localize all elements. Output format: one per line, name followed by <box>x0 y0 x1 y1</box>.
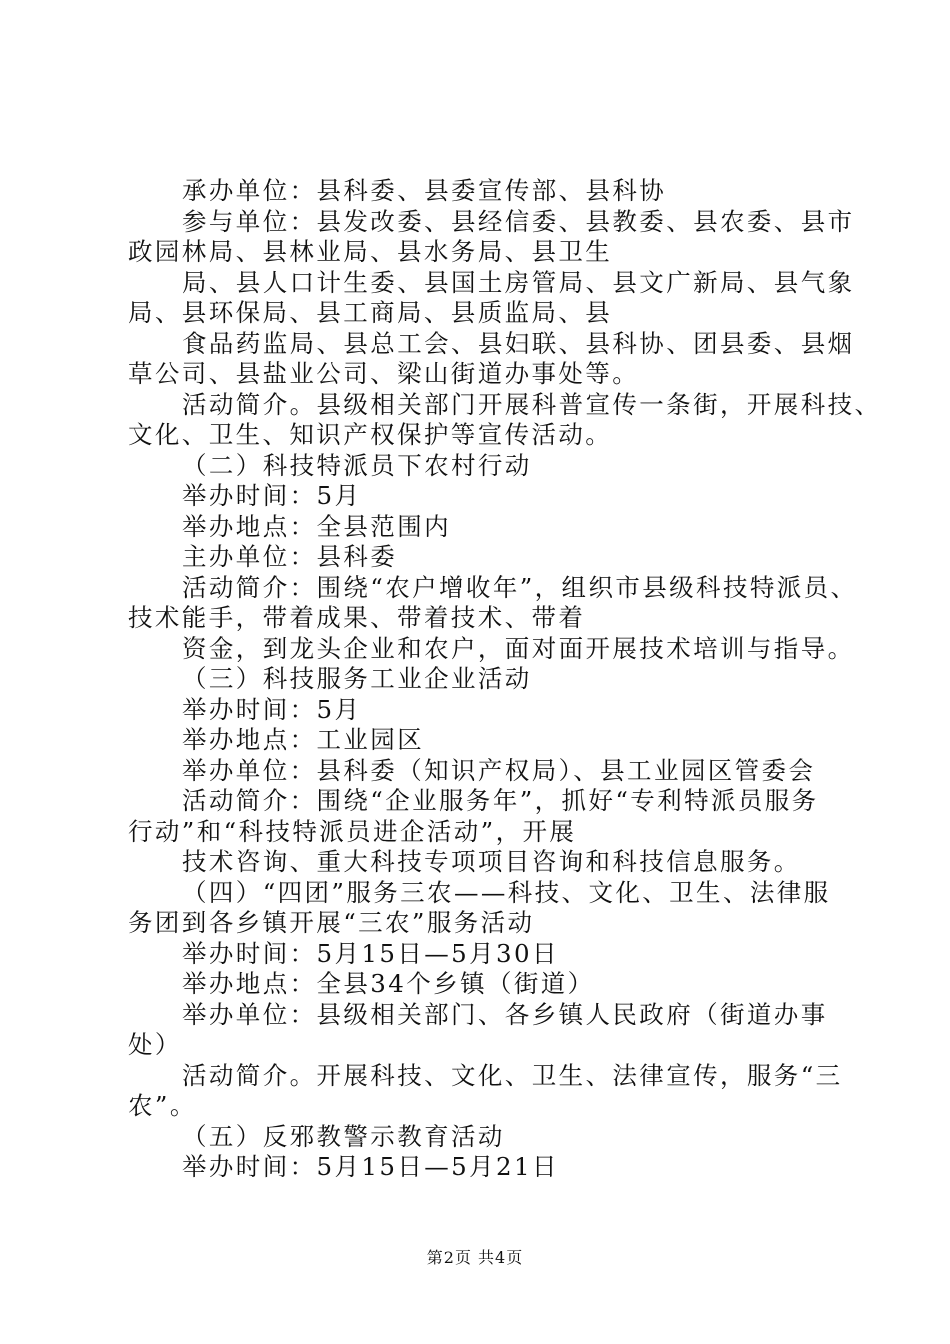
text-line: 举办时间：5月15日—5月30日 <box>182 938 559 968</box>
text-line: （四）“四团”服务三农——科技、文化、卫生、法律服 <box>182 877 831 907</box>
text-line: （二）科技特派员下农村行动 <box>182 450 532 480</box>
text-line: 承办单位：县科委、县委宣传部、县科协 <box>182 176 667 205</box>
text-line: 农”。 <box>128 1091 197 1120</box>
text-line: 务团到各乡镇开展“三农”服务活动 <box>128 908 535 937</box>
document-body <box>128 176 882 1183</box>
text-line: 举办单位：县级相关部门、各乡镇人民政府（街道办事 <box>182 999 828 1029</box>
text-line: 举办时间：5月 <box>182 481 362 510</box>
page-footer: 第2页 共4页 <box>426 1248 524 1267</box>
text-line: 举办地点：全县34个乡镇（街道） <box>182 969 595 998</box>
text-line: 技术咨询、重大科技专项项目咨询和科技信息服务。 <box>182 847 801 876</box>
text-line: 举办时间：5月15日—5月21日 <box>182 1152 559 1181</box>
text-line: 举办地点：工业园区 <box>182 725 425 754</box>
text-line: 主办单位：县科委 <box>182 542 398 571</box>
text-line: 局、县人口计生委、县国土房管局、县文广新局、县气象 <box>182 267 855 297</box>
text-line: 资金，到龙头企业和农户，面对面开展技术培训与指导。 <box>182 633 855 663</box>
text-line: 草公司、县盐业公司、梁山街道办事处等。 <box>128 359 640 388</box>
text-line: 政园林局、县林业局、县水务局、县卫生 <box>128 237 613 266</box>
text-line: 技术能手，带着成果、带着技术、带着 <box>128 603 586 632</box>
text-line: 行动”和“科技特派员进企活动”，开展 <box>128 816 577 846</box>
text-line: 处） <box>128 1030 182 1059</box>
text-line: （五）反邪教警示教育活动 <box>182 1121 505 1151</box>
text-line: 活动简介。开展科技、文化、卫生、法律宣传，服务“三 <box>182 1060 843 1090</box>
text-line: 活动简介：围绕“企业服务年”，抓好“专利特派员服务 <box>182 786 819 815</box>
text-line: 活动简介：围绕“农户增收年”，组织市县级科技特派员、 <box>182 572 858 602</box>
text-line: 举办时间：5月 <box>182 694 362 724</box>
text-line: 举办单位：县科委（知识产权局）、县工业园区管委会 <box>182 755 816 785</box>
text-line: 局、县环保局、县工商局、县质监局、县 <box>128 298 613 327</box>
text-line: 举办地点：全县范围内 <box>182 511 451 541</box>
text-line: 活动简介。县级相关部门开展科普宣传一条街，开展科技、 <box>182 389 882 419</box>
text-line: （三）科技服务工业企业活动 <box>182 664 532 693</box>
text-line: 参与单位：县发改委、县经信委、县教委、县农委、县市 <box>182 206 855 236</box>
text-line: 食品药监局、县总工会、县妇联、县科协、团县委、县烟 <box>182 328 855 358</box>
text-line: 文化、卫生、知识产权保护等宣传活动。 <box>128 420 613 449</box>
